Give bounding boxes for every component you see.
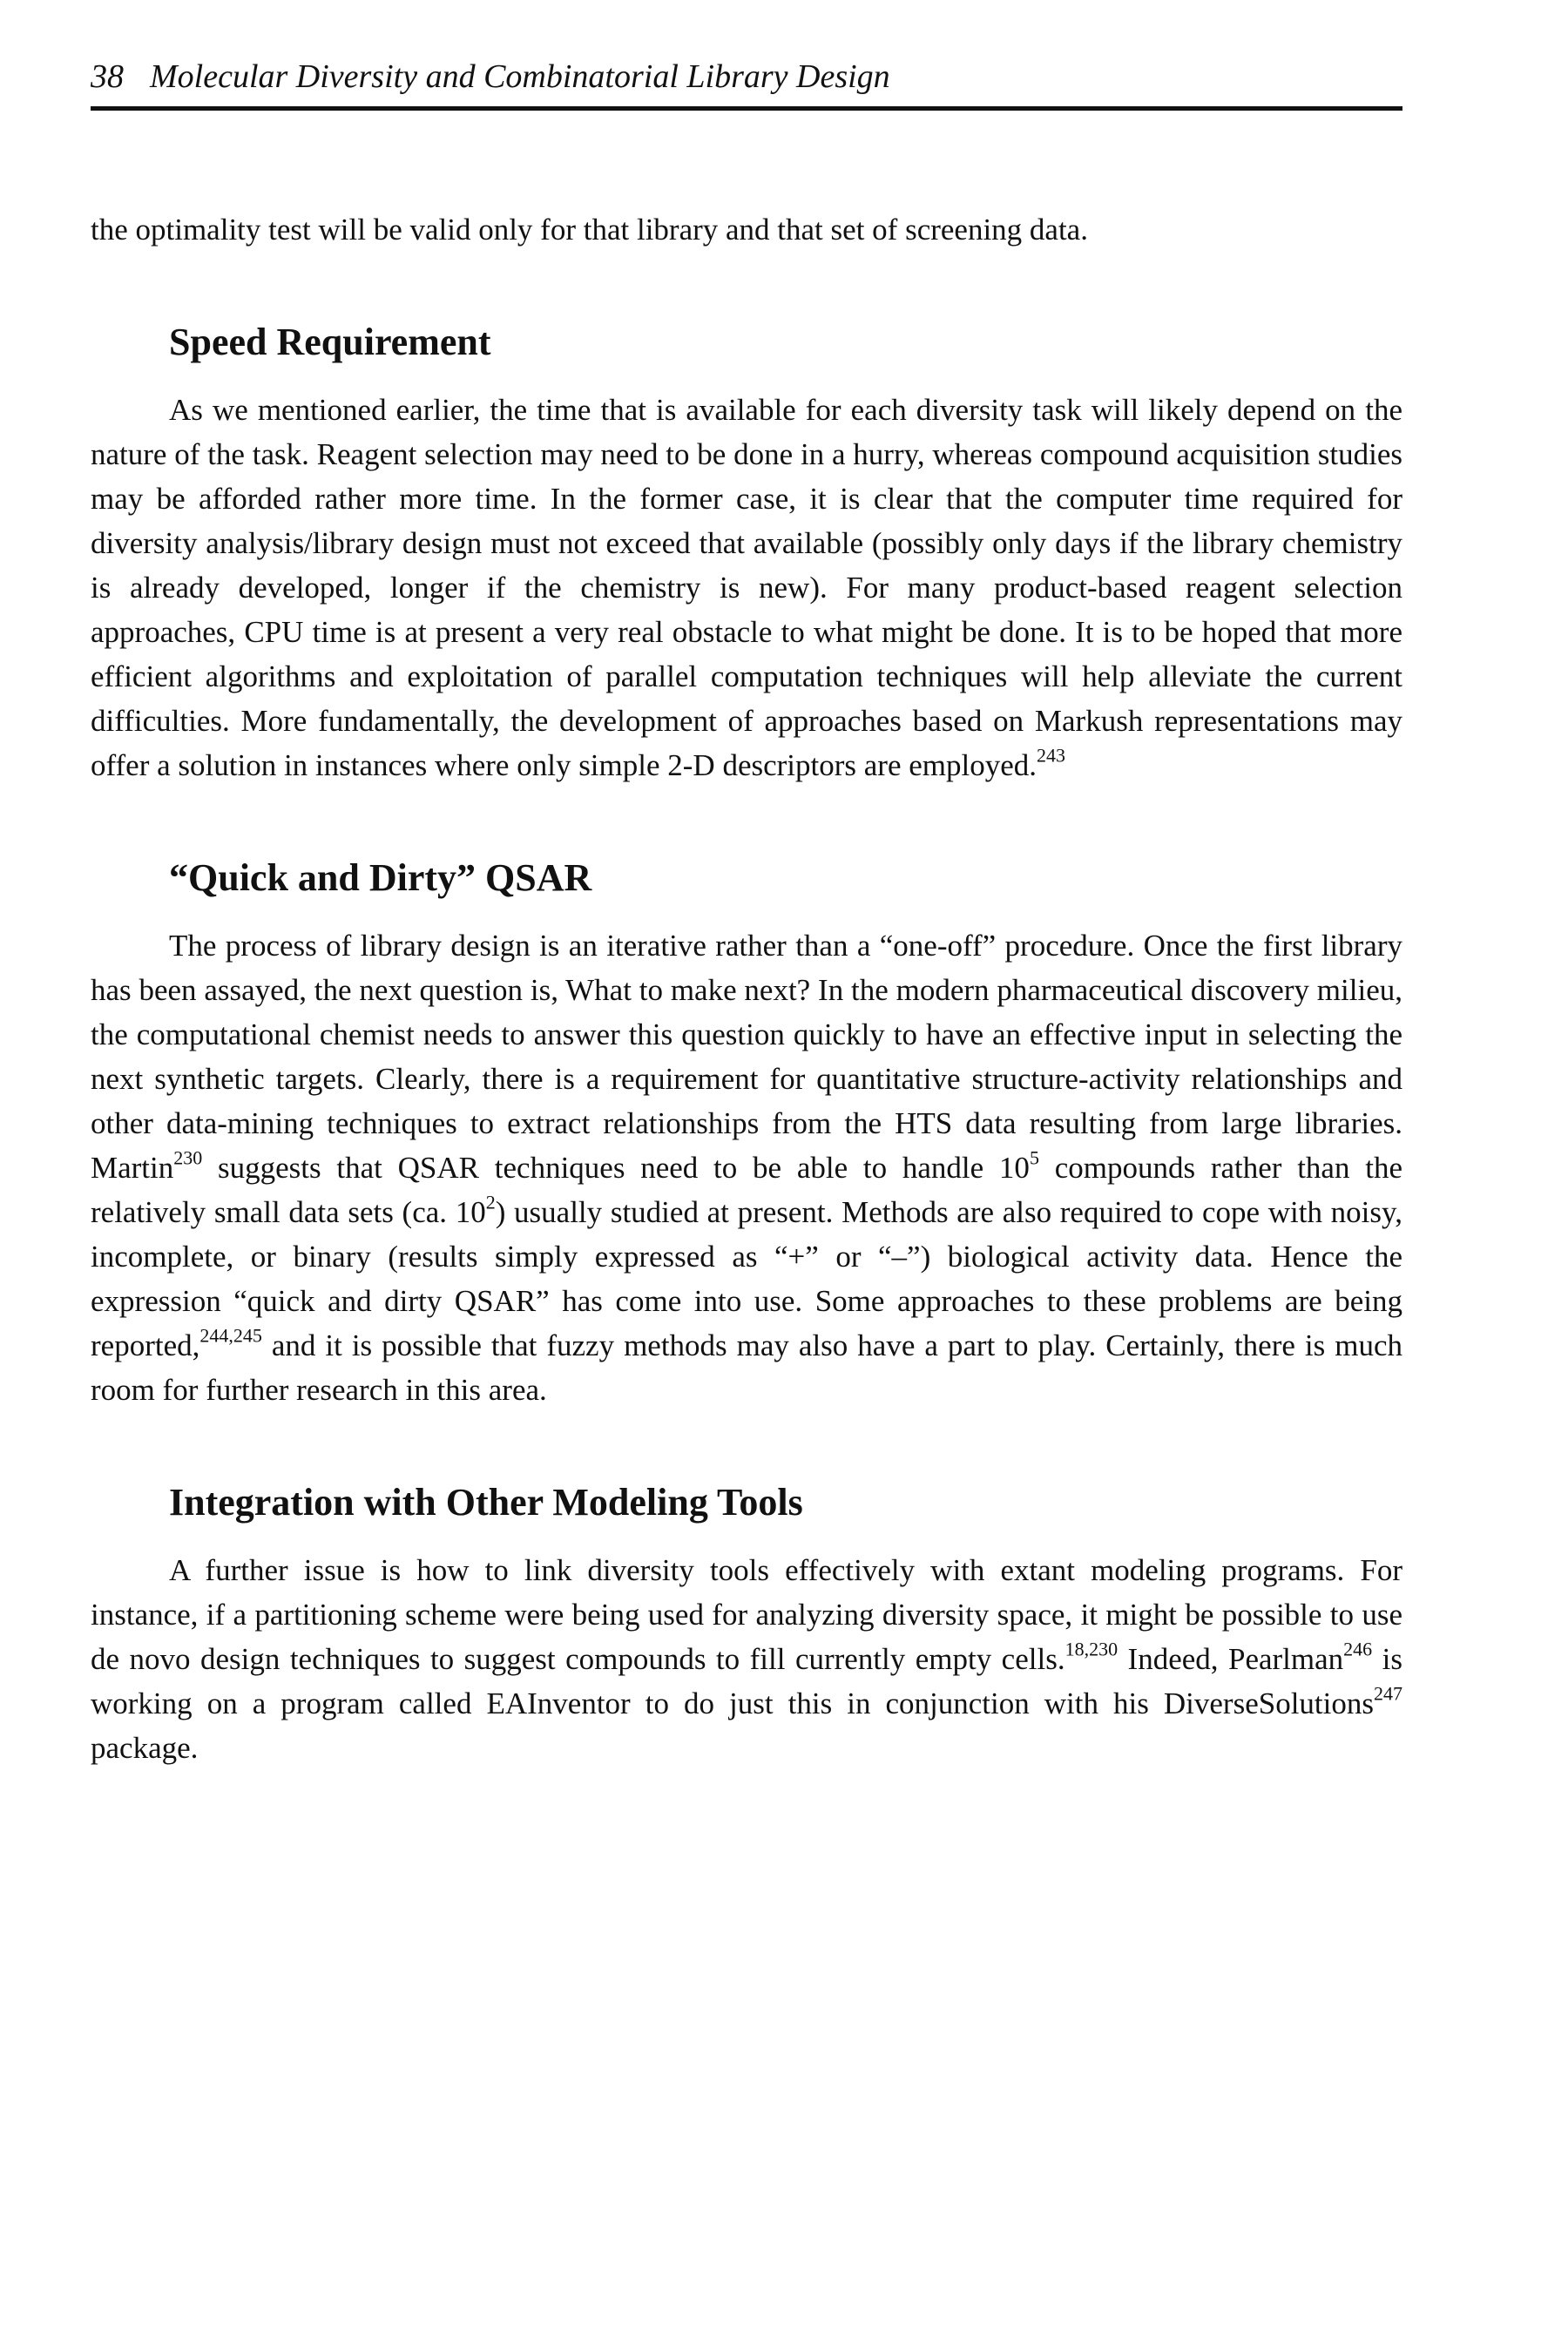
citation: 244,245 bbox=[199, 1324, 262, 1347]
heading-quick-dirty-qsar: “Quick and Dirty” QSAR bbox=[169, 856, 592, 899]
exponent: 5 bbox=[1029, 1146, 1039, 1169]
heading-speed-requirement: Speed Requirement bbox=[169, 321, 491, 363]
citation: 246 bbox=[1343, 1638, 1373, 1660]
paragraph-speed-requirement: As we mentioned earlier, the time that is available for each diversity task will likely depend on the nature of the task. Reagent selection may need to be done in a hurry, whereas compound acquisition studies may be afforded rather more time. In the former case, it is clear that the computer time required for diversity analysis/library design must not exceed that available (possibly only days if the library chemistry is already developed, longer if the chemistry is new). For many product-based reagent selection approaches, CPU time is at present a very real obstacle to what might be done. It is to be hoped that more efficient algorithms and exploitation of parallel computation techniques will help alleviate the current difficulties. More fundamentally, the development of approaches based on Markush representations may offer a solution in instances where only simple 2-D descriptors are employed.$^{243}$ bbox=[91, 393, 1402, 782]
intro-paragraph: the optimality test will be valid only for that library and that set of screening data. bbox=[91, 213, 1088, 247]
citation: 18,230 bbox=[1064, 1638, 1119, 1660]
running-header bbox=[91, 51, 1402, 111]
paragraph-quick-dirty-qsar: The process of library design is an iterative rather than a “one-off” procedure. Once the first library has been assayed, the next question is, What to make next? In the modern pharmaceutical discovery milieu, the computational chemist needs to answer this question quickly to have an effective input in selecting the next synthetic targets. Clearly, there is a requirement for quantitative structure-activity relationships and other data-mining techniques to extract relationships from the HTS data resulting from large libraries. Martin$^{230}$ suggests that QSAR techniques need to be able to handle $10^5$ compounds rather than the relatively small data sets (ca. $10^2$) usually studied at present. Methods are also required to cope with noisy, incomplete, or binary (results simply expressed as “+” or “–”) biological activity data. Hence the expression “quick and dirty QSAR” has come into use. Some approaches to these problems are being reported,$^{244,245}$ and it is possible that fuzzy methods may also have a part to play. Certainly, there is much room for further research in this area. bbox=[91, 929, 1402, 1407]
citation: 243 bbox=[1037, 744, 1066, 767]
paragraph-integration-modeling-tools: A further issue is how to link diversity tools effectively with extant modeling programs. For instance, if a partitioning scheme were being used for analyzing diversity space, it might be possible to use de novo design techniques to suggest compounds to fill currently empty cells.$^{18,230}$ Indeed, Pearlman$^{246}$ is working on a program called EAInventor to do just this in conjunction with his DiverseSolutions$^{247}$ package. bbox=[91, 1553, 1402, 1765]
citation: 247 bbox=[1374, 1682, 1402, 1705]
page-body bbox=[91, 207, 1402, 1770]
exponent: 2 bbox=[485, 1191, 496, 1213]
running-title: Molecular Diversity and Combinatorial Library Design bbox=[150, 58, 890, 95]
heading-integration-modeling-tools: Integration with Other Modeling Tools bbox=[169, 1481, 803, 1524]
citation: 230 bbox=[173, 1146, 203, 1169]
page-number: 38 bbox=[91, 58, 124, 95]
